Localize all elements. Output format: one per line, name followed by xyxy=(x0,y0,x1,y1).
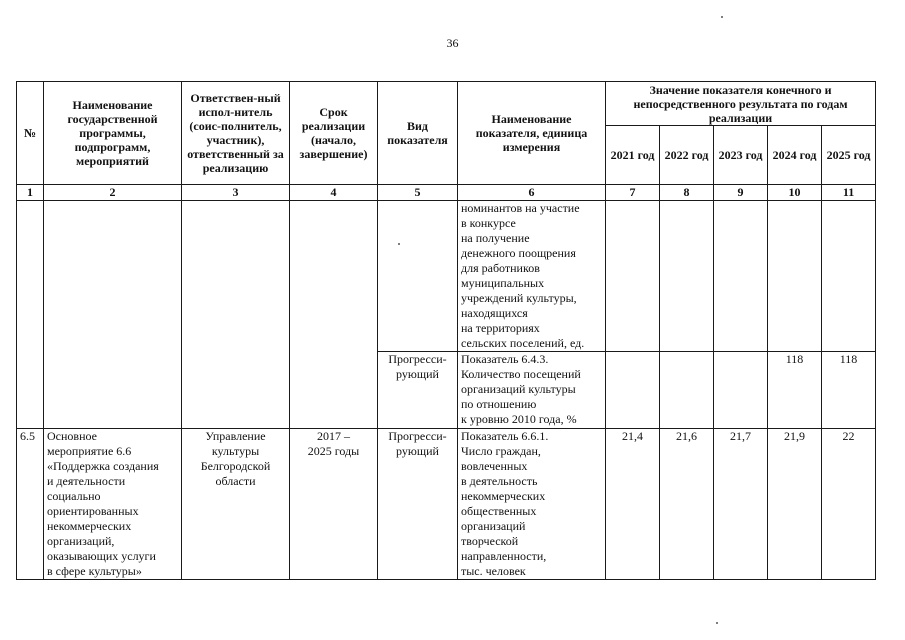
header-year-2025: 2025 год xyxy=(822,126,876,185)
value-2023-cell xyxy=(714,352,768,429)
header-year-2022: 2022 год xyxy=(660,126,714,185)
column-number: 9 xyxy=(714,185,768,201)
period-cell xyxy=(290,201,378,429)
column-number: 6 xyxy=(458,185,606,201)
value-2021-cell xyxy=(606,201,660,352)
header-period: Срок реализации (начало, завершение) xyxy=(290,82,378,185)
scan-speck xyxy=(398,243,400,245)
row-number-cell xyxy=(17,201,44,429)
table-row xyxy=(17,429,876,580)
column-number: 8 xyxy=(660,185,714,201)
executor-cell: Управление культуры Белгородской области xyxy=(182,429,290,580)
value-2021-cell xyxy=(606,352,660,429)
value-2022-cell xyxy=(660,352,714,429)
value-2024-cell xyxy=(768,201,822,352)
value-2025-cell xyxy=(822,201,876,352)
column-number: 7 xyxy=(606,185,660,201)
value-2022-cell xyxy=(660,201,714,352)
header-year-2023: 2023 год xyxy=(714,126,768,185)
header-program-name: Наименование государственной программы, подпрограмм, мероприятий xyxy=(44,82,182,185)
value-2023-cell: 21,7 xyxy=(714,429,768,580)
indicator-name-cell: Показатель 6.4.3. Количество посещений организаций культуры по отношению к уровню 2010 года, % xyxy=(458,352,606,429)
header-year-2021: 2021 год xyxy=(606,126,660,185)
value-2023-cell xyxy=(714,201,768,352)
header-indicator-type: Вид показателя xyxy=(378,82,458,185)
row-number-cell: 6.5 xyxy=(17,429,44,580)
scan-speck xyxy=(721,16,723,18)
program-cell: Основное мероприятие 6.6 «Поддержка создания и деятельности социально ориентированных некоммерческих организаций, оказывающих услуги в сфере культуры» xyxy=(44,429,182,580)
indicator-type-cell: Прогресси- рующий xyxy=(378,352,458,429)
page-number: 36 xyxy=(446,36,459,50)
period-cell: 2017 – 2025 годы xyxy=(290,429,378,580)
column-number: 5 xyxy=(378,185,458,201)
value-2024-cell: 21,9 xyxy=(768,429,822,580)
program-cell xyxy=(44,201,182,429)
column-number: 1 xyxy=(17,185,44,201)
indicator-type-cell xyxy=(378,201,458,352)
header-no: № xyxy=(17,82,44,185)
column-number: 2 xyxy=(44,185,182,201)
executor-cell xyxy=(182,201,290,429)
header-executor: Ответствен-ный испол-нитель (соис-полнитель, участник), ответственный за реализацию xyxy=(182,82,290,185)
column-number: 11 xyxy=(822,185,876,201)
value-2025-cell: 118 xyxy=(822,352,876,429)
value-2021-cell: 21,4 xyxy=(606,429,660,580)
indicators-table xyxy=(16,81,876,580)
header-year-2024: 2024 год xyxy=(768,126,822,185)
value-2022-cell: 21,6 xyxy=(660,429,714,580)
table-row xyxy=(17,201,876,352)
header-result-group: Значение показателя конечного и непосредственного результата по годам реализации xyxy=(606,82,876,126)
header-indicator-name: Наименование показателя, единица измерения xyxy=(458,82,606,185)
indicator-name-cell: номинантов на участие в конкурсе на получение денежного поощрения для работников муниципальных учреждений культуры, находящихся на территориях сельских поселений, ед. xyxy=(458,201,606,352)
indicator-name-cell: Показатель 6.6.1. Число граждан, вовлеченных в деятельность некоммерческих общественных организаций творческой направленности, тыс. человек xyxy=(458,429,606,580)
column-number: 10 xyxy=(768,185,822,201)
column-number: 3 xyxy=(182,185,290,201)
value-2024-cell: 118 xyxy=(768,352,822,429)
value-2025-cell: 22 xyxy=(822,429,876,580)
indicator-type-cell: Прогресси- рующий xyxy=(378,429,458,580)
scan-speck xyxy=(716,622,718,624)
column-number: 4 xyxy=(290,185,378,201)
